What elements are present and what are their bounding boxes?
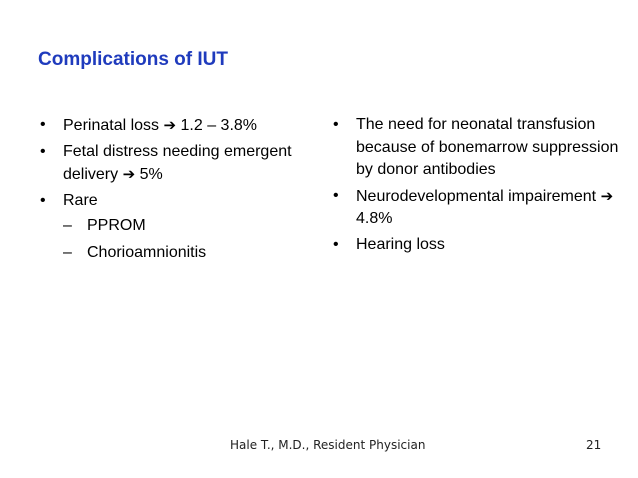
bullet-text-value: 1.2 – 3.8% [176,117,258,134]
bullet-fetal-distress [40,141,310,187]
bullet-text-value: 5% [135,166,163,183]
right-bullet-column [333,114,623,259]
bullet-dot: • [333,186,339,204]
slide-footer: Hale T., M.D., Resident Physician [230,438,426,452]
bullet-text-main: Neurodevelopmental impairement [356,187,601,205]
bullet-dot: • [333,235,339,253]
slide-title: Complications of IUT [38,49,228,70]
sub-bullet-chorioamnionitis [63,242,310,265]
sub-bullet-pprom [63,215,310,238]
bullet-hearing-loss [333,234,623,257]
bullet-text-main: Perinatal loss [63,117,164,134]
bullet-text-value: 4.8% [356,210,393,227]
bullet-text: Hearing loss [356,235,445,253]
bullet-neurodevelopmental [333,185,623,231]
right-arrow-icon: ➔ [600,186,614,205]
bullet-text: The need for neonatal transfusion because of bonemarrow suppression by donor antibodies [356,116,619,178]
left-bullet-column [40,114,310,268]
bullet-perinatal-loss [40,114,310,138]
sub-bullet-text: Chorioamnionitis [87,243,207,261]
bullet-text-main: Fetal distress needing emergent delivery [63,142,292,183]
sub-bullet-text: PPROM [87,217,146,234]
bullet-dot: • [333,116,339,133]
bullet-text [63,141,310,187]
rare-sub-list [63,215,310,264]
bullet-rare [40,190,310,213]
bullet-text [63,114,310,138]
bullet-text: Rare [63,191,98,209]
right-arrow-icon: ➔ [163,116,177,134]
sub-bullet-dash: – [63,217,72,234]
bullet-neonatal-transfusion [333,114,623,182]
right-arrow-icon: ➔ [122,165,136,183]
bullet-dot: • [40,191,46,209]
bullet-dot: • [40,116,46,133]
bullet-text [356,185,623,231]
bullet-dot: • [40,142,46,160]
sub-bullet-dash: – [63,243,72,261]
page-number: 21 [586,438,602,452]
